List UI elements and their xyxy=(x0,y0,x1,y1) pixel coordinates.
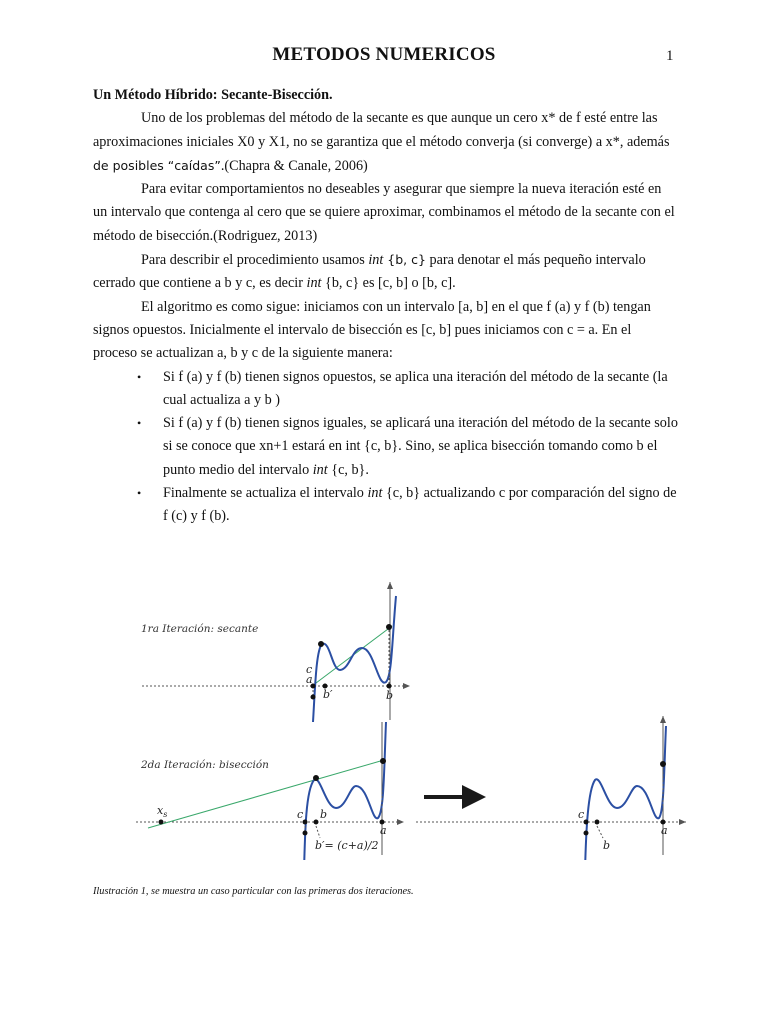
panel-2-point-max xyxy=(313,775,319,781)
list-item-text: Si f (a) y f (b) tienen signos opuestos, se aplica una iteración del método de la secante (la cual actualiza a y b ) xyxy=(163,368,668,408)
list-item xyxy=(93,366,678,413)
panel-2-label: 2da Iteración: bisección xyxy=(141,759,269,771)
panel-2-point-c xyxy=(303,820,308,825)
panel-2-label-b: b xyxy=(320,808,328,821)
paragraph-2: Para evitar comportamientos no deseables y asegurar que siempre la nueva iteración esté en un intervalo que contenga al cero que se quiere aproximar, combinamos el método de la secante con el método de bisección.(Rodriguez, 2013) xyxy=(93,181,675,244)
figure-caption xyxy=(93,886,414,897)
panel-3-label-c: c xyxy=(578,808,585,821)
paragraph-3 xyxy=(93,248,678,296)
panel-2-point-b xyxy=(314,820,319,825)
panel-3-function-curve xyxy=(585,726,666,860)
panel-1-point-b xyxy=(387,684,392,689)
panel-1-label: 1ra Iteración: secante xyxy=(141,623,259,635)
body-text xyxy=(93,84,678,529)
panel-2-label-c: c xyxy=(297,808,304,821)
panel-3-label-b: b xyxy=(603,839,611,852)
paragraph-3-text-a: Para describir el procedimiento usamos xyxy=(141,252,369,269)
figure-caption-text: Ilustración 1, se muestra un caso particular con las primeras dos iteraciones xyxy=(93,886,412,897)
panel-1-point-max xyxy=(318,641,324,647)
list-item-text: Si f (a) y f (b) tienen signos iguales, se aplicará una iteración del método de la secante solo si se conoce que xn+1 estará en int {c, b}. Sino, se aplica bisección tomando como b el punto medio del intervalo xyxy=(163,415,678,478)
panel-3-result xyxy=(416,716,686,860)
panel-3-label-a: a xyxy=(661,824,668,837)
list-item-text-end: {c, b}. xyxy=(327,461,369,478)
figure-caption-end: . xyxy=(411,886,414,897)
paragraph-1-sans-fragment: de posibles “caídas” xyxy=(93,157,221,173)
panel-3-point-c xyxy=(584,820,589,825)
panel-2-bisection xyxy=(136,722,404,860)
panel-1-secant xyxy=(141,582,410,722)
list-item xyxy=(93,412,678,482)
bullet-icon: • xyxy=(137,486,142,501)
page-number: 1 xyxy=(666,48,674,64)
panel-2-label-xs-sub: s xyxy=(163,810,168,819)
panel-2-label-a: a xyxy=(380,824,387,837)
panel-1-point-fa xyxy=(311,695,316,700)
section-heading: Un Método Híbrido: Secante-Bisección. xyxy=(93,87,333,103)
panel-3-point-fa xyxy=(660,761,666,767)
paragraph-3-int-2: int xyxy=(306,275,322,292)
algorithm-list xyxy=(93,366,678,529)
page-title: METODOS NUMERICOS xyxy=(272,44,496,65)
list-item-int: int xyxy=(367,485,383,502)
panel-1-point-fb xyxy=(386,624,392,630)
panel-1-label-a: a xyxy=(306,673,313,686)
panel-1-label-b: b xyxy=(386,689,394,702)
bullet-icon: • xyxy=(137,369,142,384)
paragraph-3-text-b: para denotar el más pequeño intervalo cerrado que contiene a b y c, es decir xyxy=(93,252,646,292)
list-item-text-end: {c, b} actualizando c por comparación del signo de f (c) y f (b). xyxy=(163,485,677,525)
panel-3-b-pointer xyxy=(597,826,603,838)
panel-1-label-bprime: b′ xyxy=(323,688,333,701)
paragraph-3-int-1: int xyxy=(368,252,384,269)
iteration-figure xyxy=(0,560,768,860)
panel-3-point-fc xyxy=(584,831,589,836)
paragraph-3-text-c: {b, c} es [c, b] o [b, c]. xyxy=(321,275,456,292)
panel-1-function-curve xyxy=(313,596,396,722)
panel-2-point-fa xyxy=(380,758,386,764)
panel-2-label-xs xyxy=(157,804,167,819)
panel-2-point-fc xyxy=(303,831,308,836)
paragraph-1 xyxy=(93,107,678,178)
list-item xyxy=(93,482,678,529)
list-item-int: int xyxy=(312,461,328,478)
panel-2-formula: b′= (c+a)/2 xyxy=(315,839,379,852)
panel-2-point-xs xyxy=(159,820,164,825)
paragraph-1-text: Uno de los problemas del método de la secante es que aunque un cero x* de f esté entre las aproximaciones iniciales X0 y X1, no se garantiza que el método converja (si converge) a x*, además xyxy=(93,110,670,150)
panel-3-point-b xyxy=(595,820,600,825)
panel-2-label-xs-main: x xyxy=(157,804,164,817)
list-item-text: Finalmente se actualiza el intervalo xyxy=(163,485,368,502)
panel-2-formula-pointer xyxy=(316,826,320,838)
paragraph-1-citation: .(Chapra & Canale, 2006) xyxy=(220,157,368,174)
paragraph-3-sans-fragment: {b, c} xyxy=(383,252,426,268)
paragraph-4: El algoritmo es como sigue: iniciamos con un intervalo [a, b] en el que f (a) y f (b) tengan signos opuestos. Inicialmente el intervalo de bisección es [c, b] pues iniciamos con c = a. En el proceso se actualizan a, b y c de la siguiente manera: xyxy=(93,298,651,362)
bullet-icon: • xyxy=(137,416,142,431)
panel-1-label-c: c xyxy=(306,663,313,676)
